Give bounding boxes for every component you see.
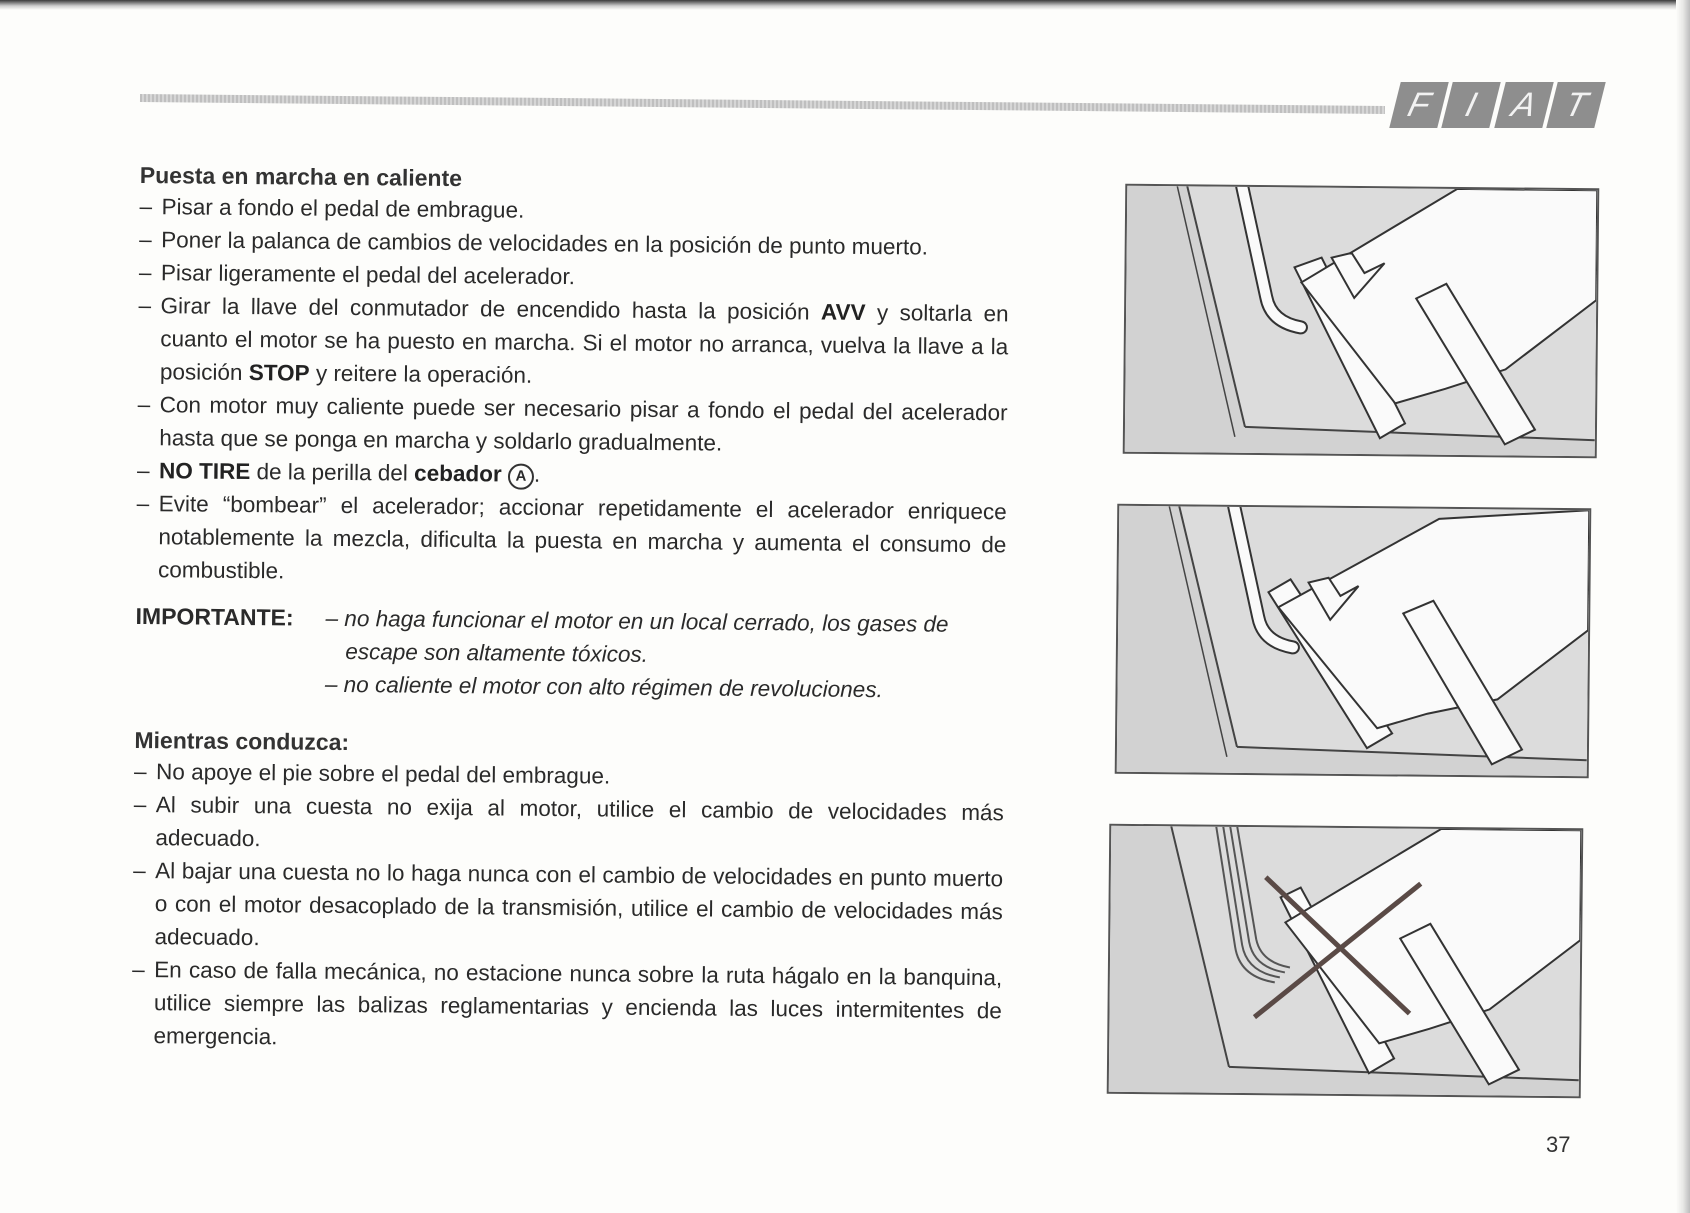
logo-letter: F bbox=[1389, 82, 1449, 128]
page-top-edge bbox=[0, 0, 1690, 10]
page-binding-edge bbox=[1676, 0, 1690, 1213]
header-rule bbox=[140, 94, 1385, 114]
important-notes bbox=[325, 602, 1006, 708]
list-item: – Con motor muy caliente puede ser necesario pisar a fondo el pedal del acelerador hasta que se ponga en marcha y soldarlo gradualmente. bbox=[137, 391, 1008, 456]
choke-symbol: A bbox=[508, 463, 534, 489]
logo-letter: A bbox=[1494, 82, 1554, 128]
figure-accelerator-full bbox=[1115, 504, 1592, 779]
main-text bbox=[131, 160, 1010, 1060]
important-label: IMPORTANTE: bbox=[135, 602, 294, 631]
list-item: – Al subir una cuesta no exija al motor, utilice el cambio de velocidades más adecuado. bbox=[133, 791, 1004, 852]
while-driving-list bbox=[131, 755, 1004, 1060]
list-item: – Evite “bombear” el acelerador; accionar repetidamente el acelerador enriquece notablemente la mezcla, dificulta la puesta en marcha y aumenta el consumo de combustible. bbox=[136, 490, 1007, 584]
fiat-logo bbox=[1395, 82, 1600, 128]
hot-start-steps bbox=[136, 190, 1010, 594]
section-title-while-driving: Mientras conduzca: bbox=[134, 726, 350, 756]
important-notice bbox=[135, 600, 1006, 707]
list-item: – En caso de falla mecánica, no estacione nunca sobre la ruta hágalo en la banquina, utilice siempre las balizas reglamentarias y encienda las luces intermitentes de emergencia. bbox=[132, 956, 1003, 1050]
list-item: – Pisar a fondo el pedal de embrague. bbox=[139, 193, 525, 223]
list-item: – No apoye el pie sobre el pedal del embrague. bbox=[134, 758, 611, 789]
figure-accelerator-light bbox=[1123, 184, 1600, 459]
list-item: – Poner la palanca de cambios de velocidades en la posición de punto muerto. bbox=[139, 226, 929, 260]
list-item: – Pisar ligeramente el pedal del acelerador. bbox=[138, 259, 576, 290]
logo-letter: T bbox=[1546, 82, 1606, 128]
section-title-hot-start: Puesta en marcha en caliente bbox=[139, 161, 463, 192]
figure-do-not-pump bbox=[1107, 824, 1584, 1099]
important-note: – no haga funcionar el motor en un local cerrado, los gases de escape son altamente tóxicos. bbox=[325, 605, 949, 667]
important-note: – no caliente el motor con alto régimen de revoluciones. bbox=[324, 671, 883, 703]
list-item: – Al bajar una cuesta no lo haga nunca con el cambio de velocidades en punto muerto o con el motor desacoplado de la transmisión, utilice el cambio de velocidades más adecuado. bbox=[133, 857, 1004, 951]
logo-letter: I bbox=[1442, 82, 1502, 128]
while-driving-section bbox=[131, 725, 1004, 1060]
list-item: – NO TIRE de la perilla del cebador A . bbox=[137, 454, 1007, 495]
page-number: 37 bbox=[1546, 1132, 1571, 1157]
list-item: – Girar la llave del conmutador de encendido hasta la posición AVV y soltarla en cuanto el motor se ha puesto en marcha. Si el motor no arranca, vuelva la llave a la posición STOP y reitere la operación. bbox=[138, 292, 1009, 388]
